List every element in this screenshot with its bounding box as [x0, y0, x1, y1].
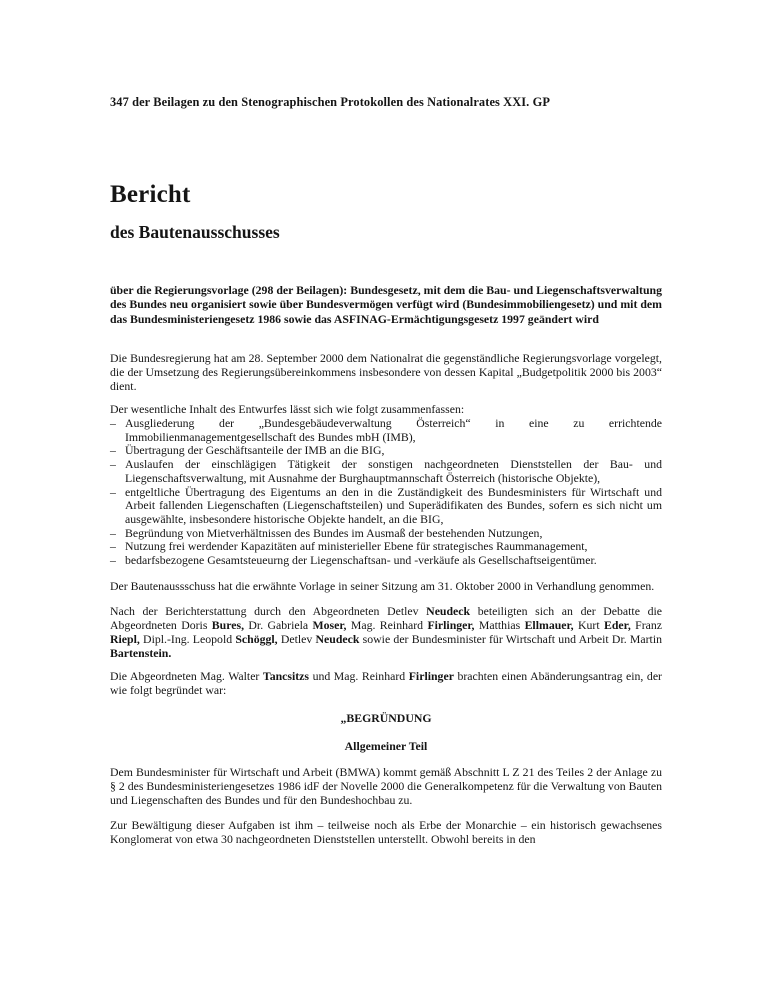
person-name: Ellmauer,: [524, 618, 574, 633]
paragraph-bmwa-competence: Dem Bundesminister für Wirtschaft und Arbeit (BMWA) kommt gemäß Abschnitt L Z 21 des Teiles 2 der Anlage zu § 2 des Bundesministeriengesetzes 1986 idF der Novelle 2000 die Generalkompetenz für die Verwaltung von Bauten und Liegenschaften des Bundes und für den Bundeshochbau zu.: [110, 765, 662, 807]
report-subject-paragraph: über die Regierungsvorlage (298 der Beilagen): Bundesgesetz, mit dem die Bau- und Liegenschaftsverwaltung des Bundes neu organisiert sowie über Bundesvermögen verfügt wird (Bundesimmobiliengesetz) und mit dem das Bundesministeriengesetz 1986 sowie das ASFINAG-Ermächtigungsgesetz 1997 geändert wird: [110, 283, 662, 326]
text-segment: Dipl.-Ing. Leopold: [139, 631, 236, 646]
text-segment: beteiligten sich an der Debatte die Abgeordneten Doris: [110, 604, 662, 633]
paragraph-amendment-motion: [110, 670, 662, 697]
list-dash-marker: –: [110, 484, 116, 499]
person-name: Tancsitzs: [262, 669, 310, 684]
person-name: Moser,: [312, 618, 347, 633]
text-segment: Die Abgeordneten Mag. Walter: [110, 669, 263, 684]
list-dash-marker: –: [110, 539, 116, 554]
list-dash-marker: –: [110, 443, 116, 458]
list-dash-marker: –: [110, 457, 116, 472]
list-item-text: entgeltliche Übertragung des Eigentums an den in die Zuständigkeit des Bundesministers für Wirtschaft und Arbeit fallenden Liegenschaften (Liegenschaftsteilen) und Superädifikaten des Bundes, sofern es sich nicht um ausgewählte, insbesondere historische Objekte handelt, an die BIG,: [125, 484, 662, 526]
list-item: [110, 417, 662, 444]
person-name: Schöggl,: [235, 631, 278, 646]
paragraph-monarchie-konglomerat: Zur Bewältigung dieser Aufgaben ist ihm – teilweise noch als Erbe der Monarchie – ein historisch gewachsenes Konglomerat von etwa 30 nachgeordneten Dienststellen unterstellt. Obwohl bereits in den: [110, 818, 662, 846]
person-name: Bartenstein.: [110, 645, 172, 660]
list-item-text: bedarfsbezogene Gesamtsteueurng der Liegenschaftsan- und -verkäufe als Gesellschaftseigentümer.: [125, 553, 597, 568]
text-segment: brachten einen Abänderungsantrag ein, der wie folgt begründet war:: [110, 669, 662, 697]
list-item-text: Übertragung der Geschäftsanteile der IMB an die BIG,: [125, 443, 385, 458]
list-item: [110, 540, 662, 554]
person-name: Firlinger,: [427, 618, 475, 633]
list-item: [110, 486, 662, 527]
list-item: [110, 527, 662, 541]
person-name: Neudeck: [426, 604, 471, 619]
text-segment: sowie der Bundesminister für Wirtschaft und Arbeit Dr. Martin: [359, 631, 663, 646]
paragraph-debate-participants: [110, 605, 662, 660]
list-item: [110, 444, 662, 458]
text-segment: Dr. Gabriela: [244, 618, 313, 633]
text-segment: Mag. Reinhard: [346, 618, 428, 633]
person-name: Firlinger: [408, 669, 454, 684]
text-segment: Detlev: [277, 631, 316, 646]
text-segment: und Mag. Reinhard: [309, 669, 409, 684]
paragraph-government-bill: Die Bundesregierung hat am 28. September 2000 dem Nationalrat die gegenständliche Regierungsvorlage vorgelegt, die der Umsetzung des Regierungsübereinkommens insbesondere von dessen Kapital „Budgetpolitik 2000 bis 2003“ dient.: [110, 351, 662, 393]
list-item: [110, 554, 662, 568]
text-segment: Nach der Berichterstattung durch den Abgeordneten Detlev: [110, 604, 427, 619]
list-intro: Der wesentliche Inhalt des Entwurfes lässt sich wie folgt zusammenfassen:: [110, 402, 465, 417]
paragraph-committee-session: Der Bautenaussschuss hat die erwähnte Vorlage in seiner Sitzung am 31. Oktober 2000 in Verhandlung genommen.: [110, 578, 655, 593]
person-name: Eder,: [604, 618, 631, 633]
person-name: Bures,: [211, 618, 245, 633]
report-subtitle: des Bautenausschusses: [110, 222, 280, 242]
section-heading-begruendung: „BEGRÜNDUNG: [340, 710, 432, 725]
list-dash-marker: –: [110, 416, 116, 431]
person-name: Neudeck: [315, 631, 360, 646]
list-dash-marker: –: [110, 525, 116, 540]
list-item-text: Begründung von Mietverhältnissen des Bundes im Ausmaß der bestehenden Nutzungen,: [125, 525, 543, 540]
document-header-line: 347 der Beilagen zu den Stenographischen Protokollen des Nationalrates XXI. GP: [110, 95, 550, 109]
list-item-text: Nutzung frei werdender Kapazitäten auf ministerieller Ebene für strategisches Raummanagement,: [125, 539, 588, 554]
list-item-text: Auslaufen der einschlägigen Tätigkeit der sonstigen nachgeordneten Dienststellen der Bau- und Liegenschaftsverwaltung, mit Ausnahme der Burghauptmannschaft Österreich (historische Objekte),: [125, 457, 662, 485]
text-segment: Franz: [630, 618, 663, 633]
text-segment: Matthias: [474, 618, 525, 633]
person-name: Riepl,: [110, 631, 140, 646]
report-title: Bericht: [110, 181, 191, 208]
summary-list: [110, 417, 662, 568]
text-segment: Kurt: [573, 618, 604, 633]
list-item: [110, 458, 662, 485]
list-dash-marker: –: [110, 553, 116, 568]
list-item-text: Ausgliederung der „Bundesgebäudeverwaltung Österreich“ in eine zu errichtende Immobilienmanagementgesellschaft des Bundes mbH (IMB),: [125, 416, 662, 444]
section-heading-allgemeiner-teil: Allgemeiner Teil: [344, 739, 428, 754]
